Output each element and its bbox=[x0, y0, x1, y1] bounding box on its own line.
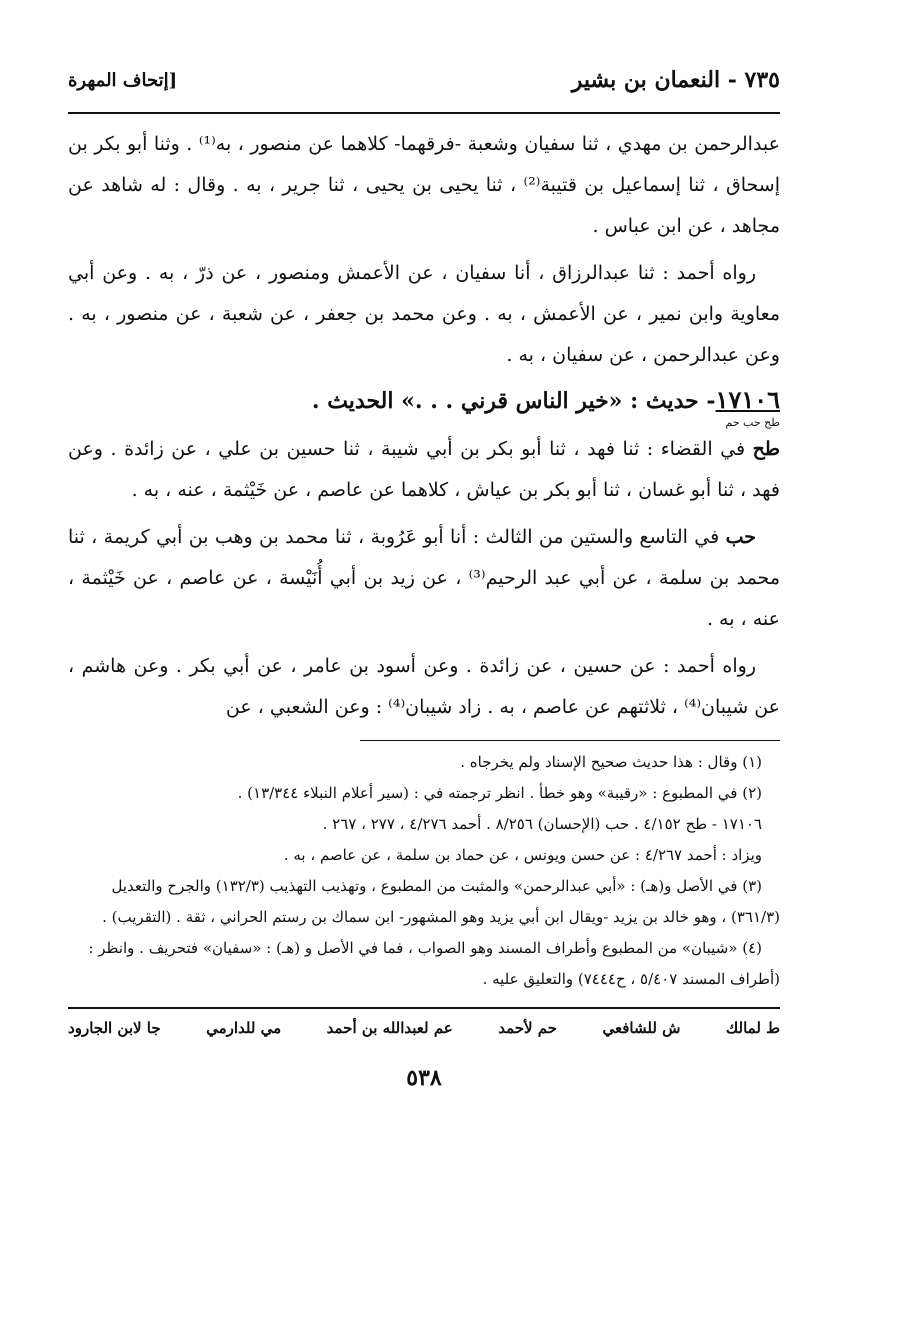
sigla-tah: طح bbox=[752, 438, 781, 460]
running-title: ٧٣٥ - النعمان بن بشير bbox=[571, 67, 780, 93]
paragraph-4-text: في التاسع والستين من الثالث : أنا أبو عَرُوبة ، ثنا محمد بن وهب بن أبي كريمة ، ثنا محمد بن سلمة ، عن أبي عبد الرحيم⁽³⁾ ، عن زيد بن أبي أُنَيْسة ، عن عاصم ، عن خَيْثمة ، عنه ، به . bbox=[68, 526, 780, 630]
legend-rule bbox=[68, 1007, 780, 1009]
legend-item: عم لعبدالله بن أحمد bbox=[326, 1019, 453, 1037]
footnote-2: (٢) في المطبوع : «رقيبة» وهو خطأ . انظر ترجمته في : (سير أعلام النبلاء ١٣/٣٤٤) . bbox=[237, 784, 762, 802]
paragraph-4 bbox=[68, 517, 780, 640]
page-number: ٥٣٨ bbox=[406, 1065, 442, 1091]
page-header bbox=[68, 58, 780, 102]
footnote-3: (٣) في الأصل و(هـ) : «أبي عبدالرحمن» والمثبت من المطبوع ، وتهذيب التهذيب (١٣٢/٣) والجرح والتعديل (٣٦١/٣) ، وهو خالد بن يزيد -ويقال ابن أبي يزيد وهو المشهور- ابن سماك بن رستم الحراني ، ثقة . (التقريب) . bbox=[102, 877, 780, 926]
legend-item: ط لمالك bbox=[725, 1019, 780, 1037]
footnote-hadith-ref: ١٧١٠٦ - طح ٤/١٥٢ . حب (الإحسان) ٨/٢٥٦ . أحمد ٤/٢٧٦ ، ٢٧٧ ، ٢٦٧ . bbox=[322, 815, 762, 833]
hadith-heading bbox=[68, 382, 780, 419]
book-title: [إتحاف المهرة bbox=[68, 69, 178, 91]
legend-item: مي للدارمي bbox=[206, 1019, 282, 1037]
footnote-rule bbox=[360, 740, 780, 741]
footnotes bbox=[68, 747, 780, 995]
header-rule bbox=[68, 112, 780, 114]
main-text bbox=[68, 124, 780, 728]
hadith-number: ١٧١٠٦ bbox=[715, 385, 780, 414]
legend-item: حم لأحمد bbox=[498, 1019, 558, 1037]
footnote-addition: ويزاد : أحمد ٤/٢٦٧ : عن حسن ويونس ، عن حماد بن سلمة ، عن عاصم ، به . bbox=[283, 846, 762, 864]
legend-item: ش للشافعي bbox=[602, 1019, 681, 1037]
paragraph-1: عبدالرحمن بن مهدي ، ثنا سفيان وشعبة -فرقهما- كلاهما عن منصور ، به⁽¹⁾ . وثنا أبو بكر بن إسحاق ، ثنا إسماعيل بن قتيبة⁽²⁾ ، ثنا يحيى بن يحيى ، ثنا جرير ، به . وقال : له شاهد عن مجاهد ، عن ابن عباس . bbox=[68, 133, 780, 237]
footnote-4: (٤) «شيبان» من المطبوع وأطراف المسند وهو الصواب ، فما في الأصل و (هـ) : «سفيان» فتحريف . وانظر : (أطراف المسند ٥/٤٠٧ ، ح٧٤٤٤) والتعليق عليه . bbox=[88, 939, 780, 988]
paragraph-5: رواه أحمد : عن حسين ، عن زائدة . وعن أسود بن عامر ، عن أبي بكر . وعن هاشم ، عن شيبان⁽⁴⁾ ، ثلاثتهم عن عاصم ، به . زاد شيبان⁽⁴⁾ : وعن الشعبي ، عن bbox=[68, 655, 780, 718]
page bbox=[68, 58, 780, 1268]
sigla-legend bbox=[68, 1019, 780, 1037]
footnote-1: (١) وقال : هذا حديث صحيح الإسناد ولم يخرجاه . bbox=[460, 753, 762, 771]
paragraph-3-text: في القضاء : ثنا فهد ، ثنا أبو بكر بن أبي شيبة ، ثنا حسين بن علي ، عن زائدة . وعن فهد ، ثنا أبو غسان ، ثنا أبو بكر بن عياش ، كلاهما عن عاصم ، عن خَيْثمة ، عنه ، به . bbox=[68, 438, 780, 501]
sigla-hib: حب bbox=[725, 526, 756, 548]
paragraph-3 bbox=[68, 429, 780, 511]
legend-item: جا لابن الجارود bbox=[68, 1019, 161, 1037]
paragraph-2: رواه أحمد : ثنا عبدالرزاق ، أنا سفيان ، عن الأعمش ومنصور ، عن ذرّ ، به . وعن أبي معاوية وابن نمير ، عن الأعمش ، به . وعن محمد بن جعفر ، عن شعبة ، عن منصور ، به . وعن عبدالرحمن ، عن سفيان ، به . bbox=[68, 262, 780, 366]
sigla-line: طح حب حم bbox=[725, 416, 780, 429]
hadith-title: - حديث : «خير الناس قرني . . .» الحديث . bbox=[311, 388, 716, 414]
